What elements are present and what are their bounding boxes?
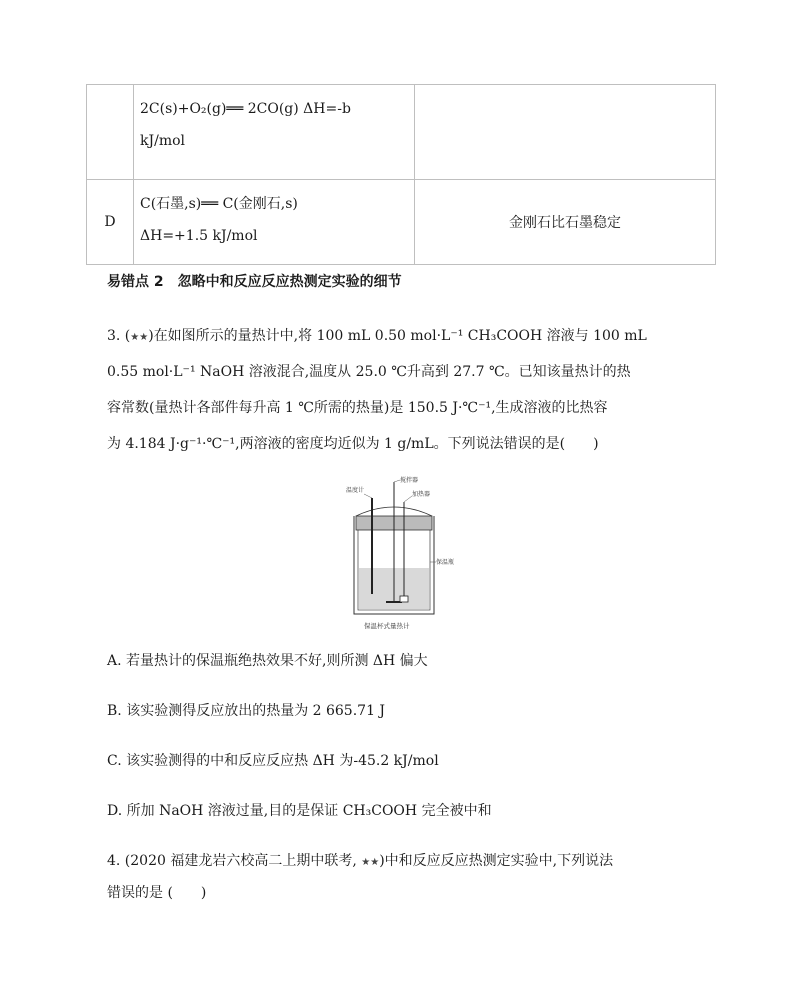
q3-line-3: 容常数(量热计各部件每升高 1 ℃所需的热量)是 150.5 J·℃⁻¹,生成溶液的比热容 — [107, 400, 608, 416]
row-c-eq-line1: 2C(s)+O₂(g)══ 2CO(g) ΔH=-b — [140, 101, 351, 117]
difficulty-stars-icon: ★★ — [361, 857, 380, 868]
q4-line-1 — [107, 845, 613, 877]
table-row-d — [87, 180, 716, 265]
option-d: D. 所加 NaOH 溶液过量,目的是保证 CH₃COOH 完全被中和 — [107, 803, 492, 819]
row-d-eq-line1: C(石墨,s)══ C(金刚石,s) — [140, 196, 298, 212]
q3-line-2: 0.55 mol·L⁻¹ NaOH 溶液混合,温度从 25.0 ℃升高到 27.7 ℃。已知该量热计的热 — [107, 364, 631, 380]
label-flask: 保温瓶 — [436, 559, 455, 566]
row-c-eq-line2: kJ/mol — [140, 133, 185, 149]
row-c-description — [415, 85, 716, 180]
row-d-equation — [134, 180, 415, 265]
row-c-equation — [134, 85, 415, 180]
q3-close-paren: ) — [148, 328, 154, 344]
option-b: B. 该实验测得反应放出的热量为 2 665.71 J — [107, 703, 386, 719]
calorimeter-figure — [342, 476, 455, 636]
row-c-label — [87, 85, 134, 180]
q3-options — [107, 648, 492, 848]
options-table — [86, 84, 716, 265]
difficulty-stars-icon: ★★ — [130, 332, 149, 343]
label-stirrer: 搅拌器 — [400, 477, 419, 484]
q4-line-2: 错误的是 ( ) — [107, 885, 207, 901]
label-heater: 加热器 — [412, 491, 431, 498]
q3-line-1 — [107, 318, 697, 354]
table-row-c — [87, 85, 716, 180]
option-a: A. 若量热计的保温瓶绝热效果不好,则所测 ΔH 偏大 — [107, 653, 428, 669]
row-d-label: D — [87, 180, 134, 265]
row-d-eq-line2: ΔH=+1.5 kJ/mol — [140, 228, 258, 244]
q3-number: 3. ( — [107, 328, 131, 344]
label-thermometer: 温度计 — [346, 487, 365, 494]
q4-line1-end: )中和反应反应热测定实验中,下列说法 — [379, 853, 614, 869]
figure-caption: 保温杯式量热计 — [364, 622, 410, 630]
q4-line1-start: 4. (2020 福建龙岩六校高二上期中联考, — [107, 853, 362, 869]
question-4 — [107, 845, 613, 909]
q3-line-4: 为 4.184 J·g⁻¹·℃⁻¹,两溶液的密度均近似为 1 g/mL。下列说法错误的是( ) — [107, 436, 599, 452]
row-d-description: 金刚石比石墨稳定 — [415, 180, 716, 265]
option-c: C. 该实验测得的中和反应反应热 ΔH 为-45.2 kJ/mol — [107, 753, 439, 769]
question-3 — [107, 318, 697, 462]
q3-line1-text: 在如图所示的量热计中,将 100 mL 0.50 mol·L⁻¹ CH₃COOH 溶液与 100 mL — [153, 328, 647, 344]
section-heading: 易错点 2 忽略中和反应反应热测定实验的细节 — [107, 274, 402, 290]
heater-element — [400, 596, 408, 602]
